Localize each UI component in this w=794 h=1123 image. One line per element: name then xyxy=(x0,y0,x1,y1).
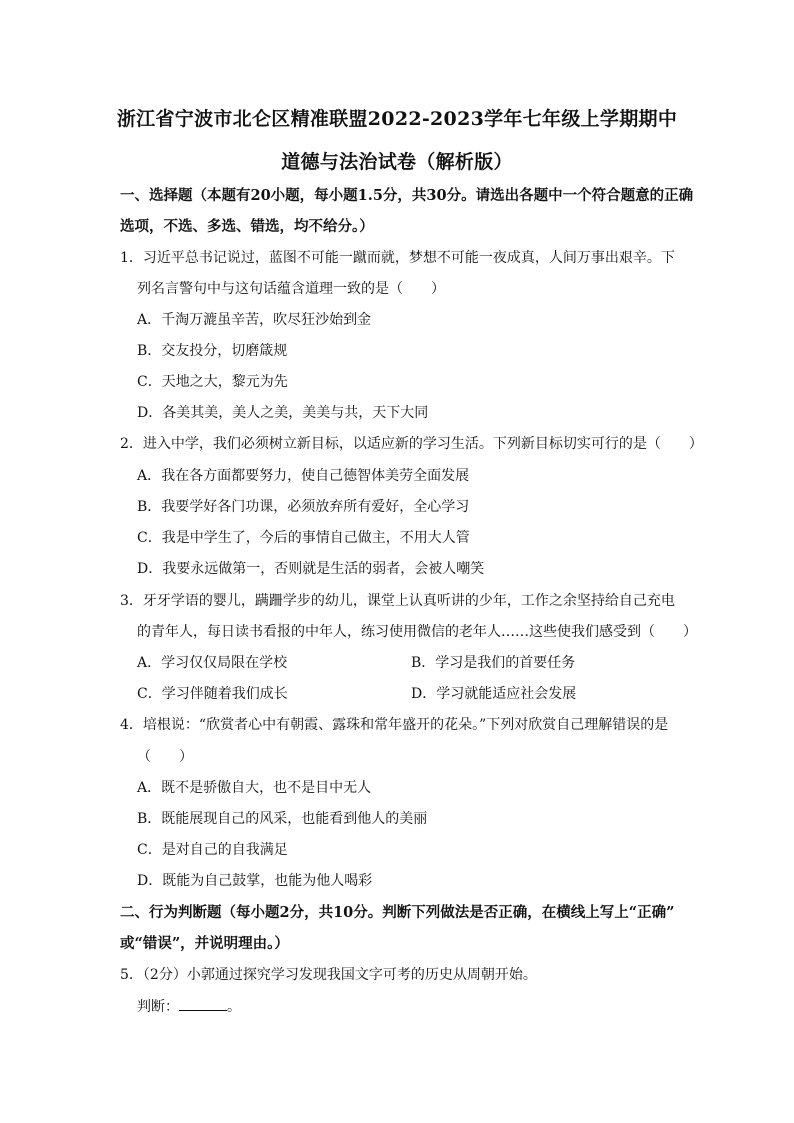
q1-option-c: C．天地之大，黎元为先 xyxy=(137,374,288,390)
title-line-1: 浙江省宁波市北仑区精准联盟2022-2023学年七年级上学期期中 xyxy=(116,108,678,130)
q4-option-b: B．既能展现自己的风采，也能看到他人的美丽 xyxy=(137,811,428,827)
q1-option-b: B．交友投分，切磨箴规 xyxy=(137,343,288,359)
q2-stem-1: 2．进入中学，我们必须树立新目标，以适应新的学习生活。下列新目标切实可行的是（ ） xyxy=(120,436,703,452)
q4-option-a: A．既不是骄傲自大，也不是目中无人 xyxy=(137,780,372,796)
q5-judge-row xyxy=(137,997,241,1016)
q5-stem: 5．（2分）小郭通过探究学习发现我国文字可考的历史从周朝开始。 xyxy=(120,967,537,983)
q3-stem-1: 3．牙牙学语的婴儿，蹒跚学步的幼儿，课堂上认真听讲的少年，工作之余坚持给自己充电 xyxy=(120,593,675,609)
q1-option-d: D．各美其美，美人之美，美美与共，天下大同 xyxy=(137,405,429,421)
q5-judge-label: 判断： xyxy=(137,999,179,1015)
q5-judge-end: 。 xyxy=(227,999,241,1015)
q3-stem-2: 的青年人，每日读书看报的中年人，练习使用微信的老年人……这些使我们感受到（ ） xyxy=(137,624,697,640)
q4-option-c: C．是对自己的自我满足 xyxy=(137,842,288,858)
q1-option-a: A．千淘万漉虽辛苦，吹尽狂沙始到金 xyxy=(137,312,372,328)
q1-stem-2: 列名言警句中与这句话蕴含道理一致的是（ ） xyxy=(137,281,445,297)
section2-heading-2: 或“错误”，并说明理由。） xyxy=(120,935,289,952)
q3-option-b: B．学习是我们的首要任务 xyxy=(411,655,576,671)
q4-option-d: D．既能为自己鼓掌，也能为他人喝彩 xyxy=(137,873,373,889)
q3-option-d: D．学习就能适应社会发展 xyxy=(411,686,577,702)
q4-stem-2: （ ） xyxy=(137,749,193,765)
q4-stem-1: 4．培根说：“欣赏者心中有朝霞、露珠和常年盛开的花朵。”下列对欣赏自己理解错误的是 xyxy=(120,717,669,733)
section2-heading-1: 二、行为判断题（每小题2分，共10分。判断下列做法是否正确，在横线上写上“正确” xyxy=(120,904,675,921)
section1-heading-2: 选项，不选、多选、错选，均不给分。） xyxy=(120,218,374,235)
q3-option-a: A．学习仅仅局限在学校 xyxy=(137,655,288,671)
section1-heading-1: 一、选择题（本题有20小题，每小题1.5分，共30分。请选出各题中一个符合题意的正确 xyxy=(120,187,694,204)
q2-option-b: B．我要学好各门功课，必须放弃所有爱好，全心学习 xyxy=(137,499,470,515)
q2-option-a: A．我在各方面都要努力，使自己德智体美劳全面发展 xyxy=(137,468,470,484)
q3-option-c: C．学习伴随着我们成长 xyxy=(137,686,288,702)
title-line-2: 道德与法治试卷（解析版） xyxy=(281,151,513,173)
q5-answer-blank[interactable] xyxy=(179,997,227,1011)
q1-stem-1: 1．习近平总书记说过，蓝图不可能一蹴而就，梦想不可能一夜成真，人间万事出艰辛。下 xyxy=(120,250,675,266)
q2-option-c: C．我是中学生了，今后的事情自己做主，不用大人管 xyxy=(137,530,470,546)
q2-option-d: D．我要永远做第一，否则就是生活的弱者，会被人嘲笑 xyxy=(137,561,485,577)
